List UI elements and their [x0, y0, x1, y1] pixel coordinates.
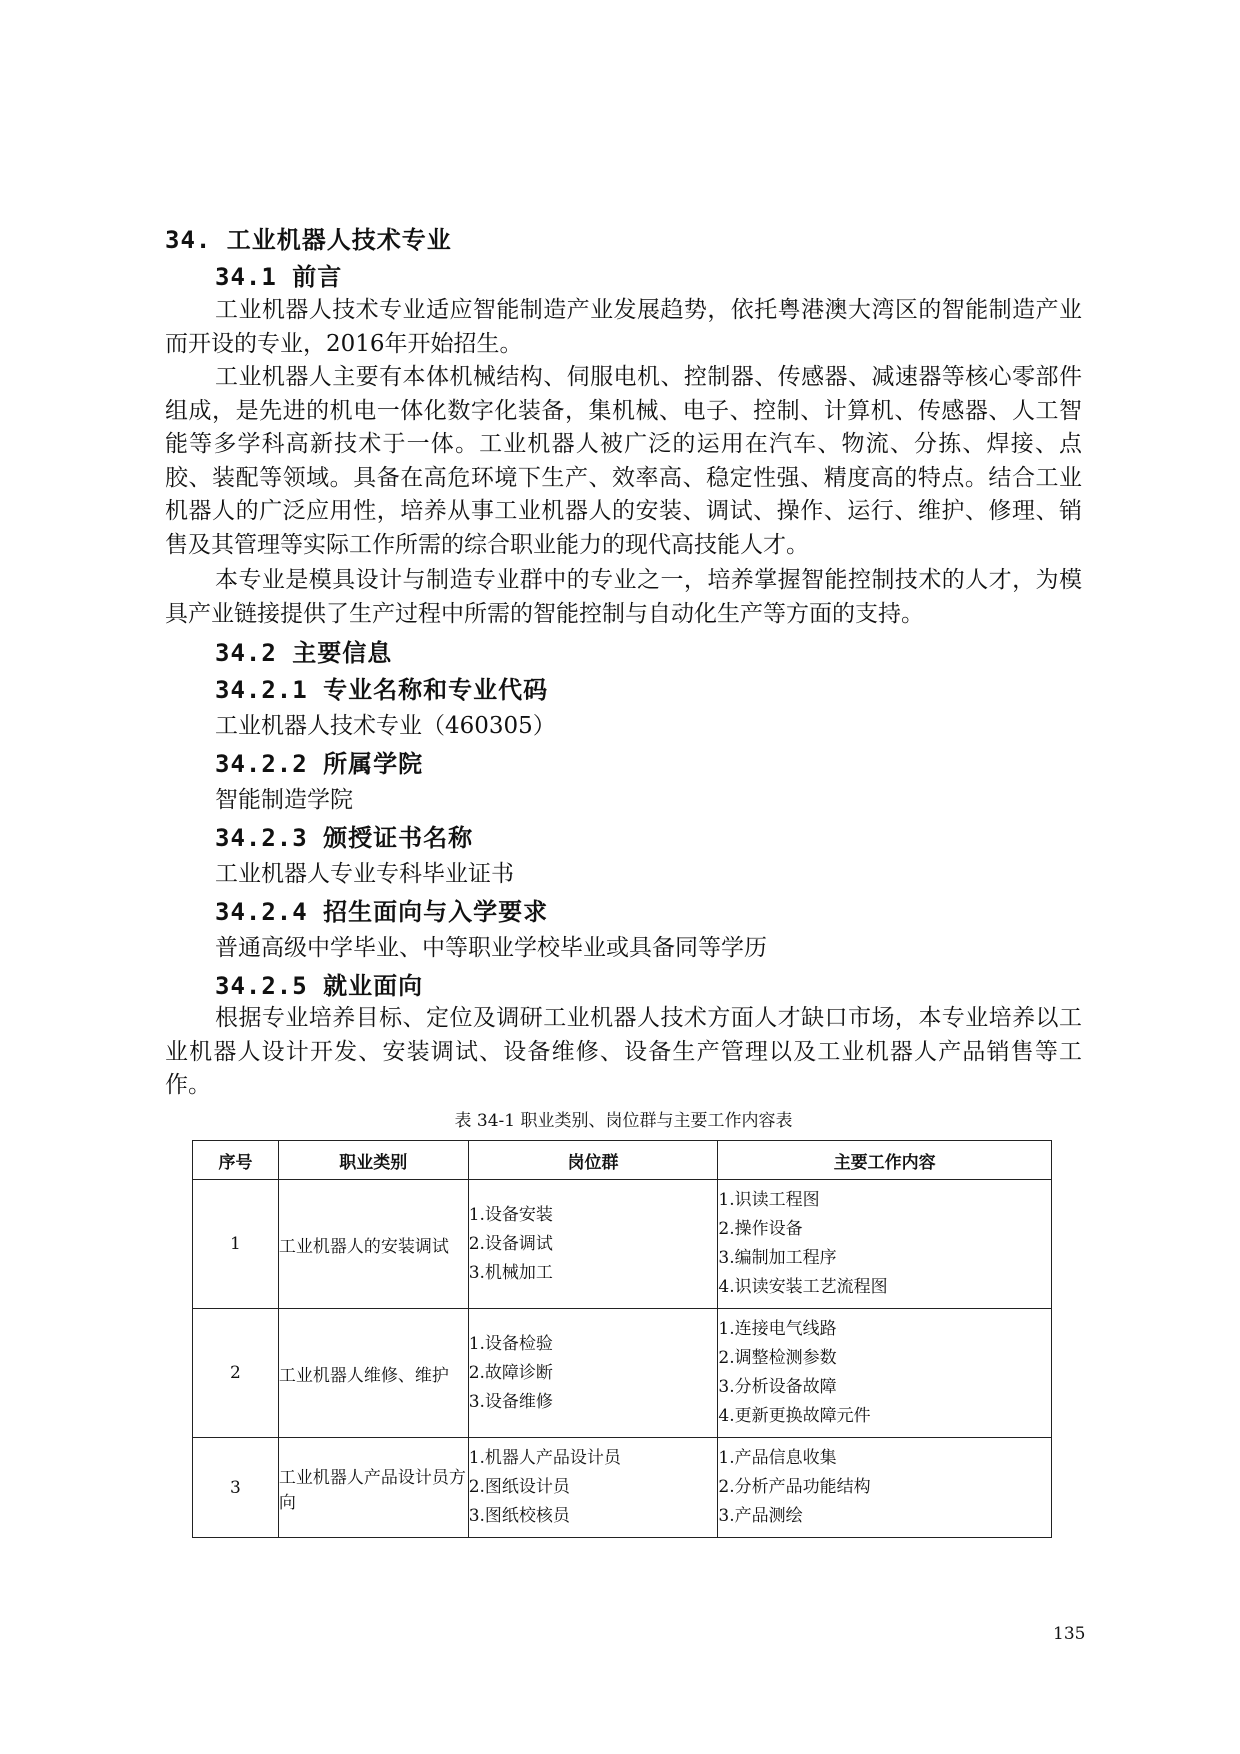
work-item: 4.识读安装工艺流程图: [718, 1277, 888, 1297]
header-work: 主要工作内容: [718, 1141, 1052, 1180]
job-item: 2.设备调试: [468, 1233, 553, 1254]
job-item: 2.图纸设计员: [468, 1477, 570, 1497]
table-row: [193, 1180, 1052, 1309]
paragraph-intro-2: 工业机器人主要有本体机械结构、伺服电机、控制器、传感器、减速器等核心零部件组成，是先进的机电一体化数字化装备，集机械、电子、控制、计算机、传感器、人工智能等多学科高新技术于一体。工业机器人被广泛的运用在汽车、物流、分拣、焊接、点胶、装配等领域。具备在高危环境下生产、效率高、稳定性强、精度高的特点。结合工业机器人的广泛应用性，培养从事工业机器人的安装、调试、操作、运行、维护、修理、销售及其管理等实际工作所需的综合职业能力的现代高技能人才。: [165, 364, 1082, 558]
table-header-row: [193, 1141, 1052, 1180]
job-item: 3.设备维修: [468, 1391, 553, 1412]
page-number: 135: [1053, 1624, 1086, 1644]
row-category: 工业机器人产品设计员方向: [278, 1438, 468, 1538]
row-no: 1: [193, 1180, 279, 1309]
work-item: 3.编制加工程序: [718, 1248, 837, 1268]
heading-34-2-2: 34.2.2 所属学院: [215, 750, 424, 778]
heading-34-2-5: 34.2.5 就业面向: [215, 972, 424, 1000]
table-caption: 表 34-1 职业类别、岗位群与主要工作内容表: [454, 1111, 793, 1131]
paragraph-employment: 根据专业培养目标、定位及调研工业机器人技术方面人才缺口市场，本专业培养以工业机器人设计开发、安装调试、设备维修、设备生产管理以及工业机器人产品销售等工作。: [165, 1005, 1082, 1099]
work-item: 1.连接电气线路: [718, 1319, 837, 1339]
row-category: 工业机器人维修、维护: [278, 1309, 468, 1438]
paragraph-intro-3: 本专业是模具设计与制造专业群中的专业之一，培养掌握智能控制技术的人才，为模具产业链接提供了生产过程中所需的智能控制与自动化生产等方面的支持。: [165, 567, 1082, 627]
section-title: 34. 工业机器人技术专业: [165, 226, 452, 254]
admission-text: 普通高级中学毕业、中等职业学校毕业或具备同等学历: [215, 935, 767, 961]
major-name-text: 工业机器人技术专业（460305）: [215, 713, 556, 739]
row-category: 工业机器人的安装调试: [278, 1180, 468, 1309]
certificate-text: 工业机器人专业专科毕业证书: [215, 861, 514, 887]
job-item: 3.机械加工: [468, 1262, 553, 1283]
header-category: 职业类别: [278, 1141, 468, 1180]
work-item: 2.分析产品功能结构: [718, 1477, 871, 1497]
job-item: 3.图纸校核员: [468, 1506, 570, 1526]
row-jobs: [468, 1309, 718, 1438]
work-item: 2.调整检测参数: [718, 1348, 837, 1368]
work-item: 1.识读工程图: [718, 1190, 820, 1210]
row-jobs: [468, 1180, 718, 1309]
row-jobs: [468, 1438, 718, 1538]
work-item: 3.分析设备故障: [718, 1377, 837, 1397]
occupation-table: [192, 1140, 1052, 1538]
row-work: [718, 1180, 1052, 1309]
row-no: 3: [193, 1438, 279, 1538]
heading-34-2-4: 34.2.4 招生面向与入学要求: [215, 898, 549, 926]
job-item: 1.机器人产品设计员: [468, 1448, 621, 1468]
header-jobs: 岗位群: [468, 1141, 718, 1180]
row-work: [718, 1309, 1052, 1438]
table-row: [193, 1309, 1052, 1438]
heading-34-2-1: 34.2.1 专业名称和专业代码: [215, 676, 549, 704]
job-item: 2.故障诊断: [468, 1362, 553, 1383]
heading-34-1: 34.1 前言: [215, 263, 343, 291]
job-item: 1.设备检验: [468, 1333, 553, 1354]
work-item: 4.更新更换故障元件: [718, 1406, 871, 1426]
row-work: [718, 1438, 1052, 1538]
header-no: 序号: [193, 1141, 279, 1180]
paragraph-intro-1: 工业机器人技术专业适应智能制造产业发展趋势，依托粤港澳大湾区的智能制造产业而开设的专业，2016年开始招生。: [165, 297, 1082, 357]
work-item: 1.产品信息收集: [718, 1448, 837, 1468]
row-no: 2: [193, 1309, 279, 1438]
heading-34-2: 34.2 主要信息: [215, 639, 393, 667]
work-item: 2.操作设备: [718, 1219, 803, 1239]
table-row: [193, 1438, 1052, 1538]
heading-34-2-3: 34.2.3 颁授证书名称: [215, 824, 474, 852]
college-text: 智能制造学院: [215, 787, 353, 813]
job-item: 1.设备安装: [468, 1204, 553, 1225]
work-item: 3.产品测绘: [718, 1506, 803, 1526]
